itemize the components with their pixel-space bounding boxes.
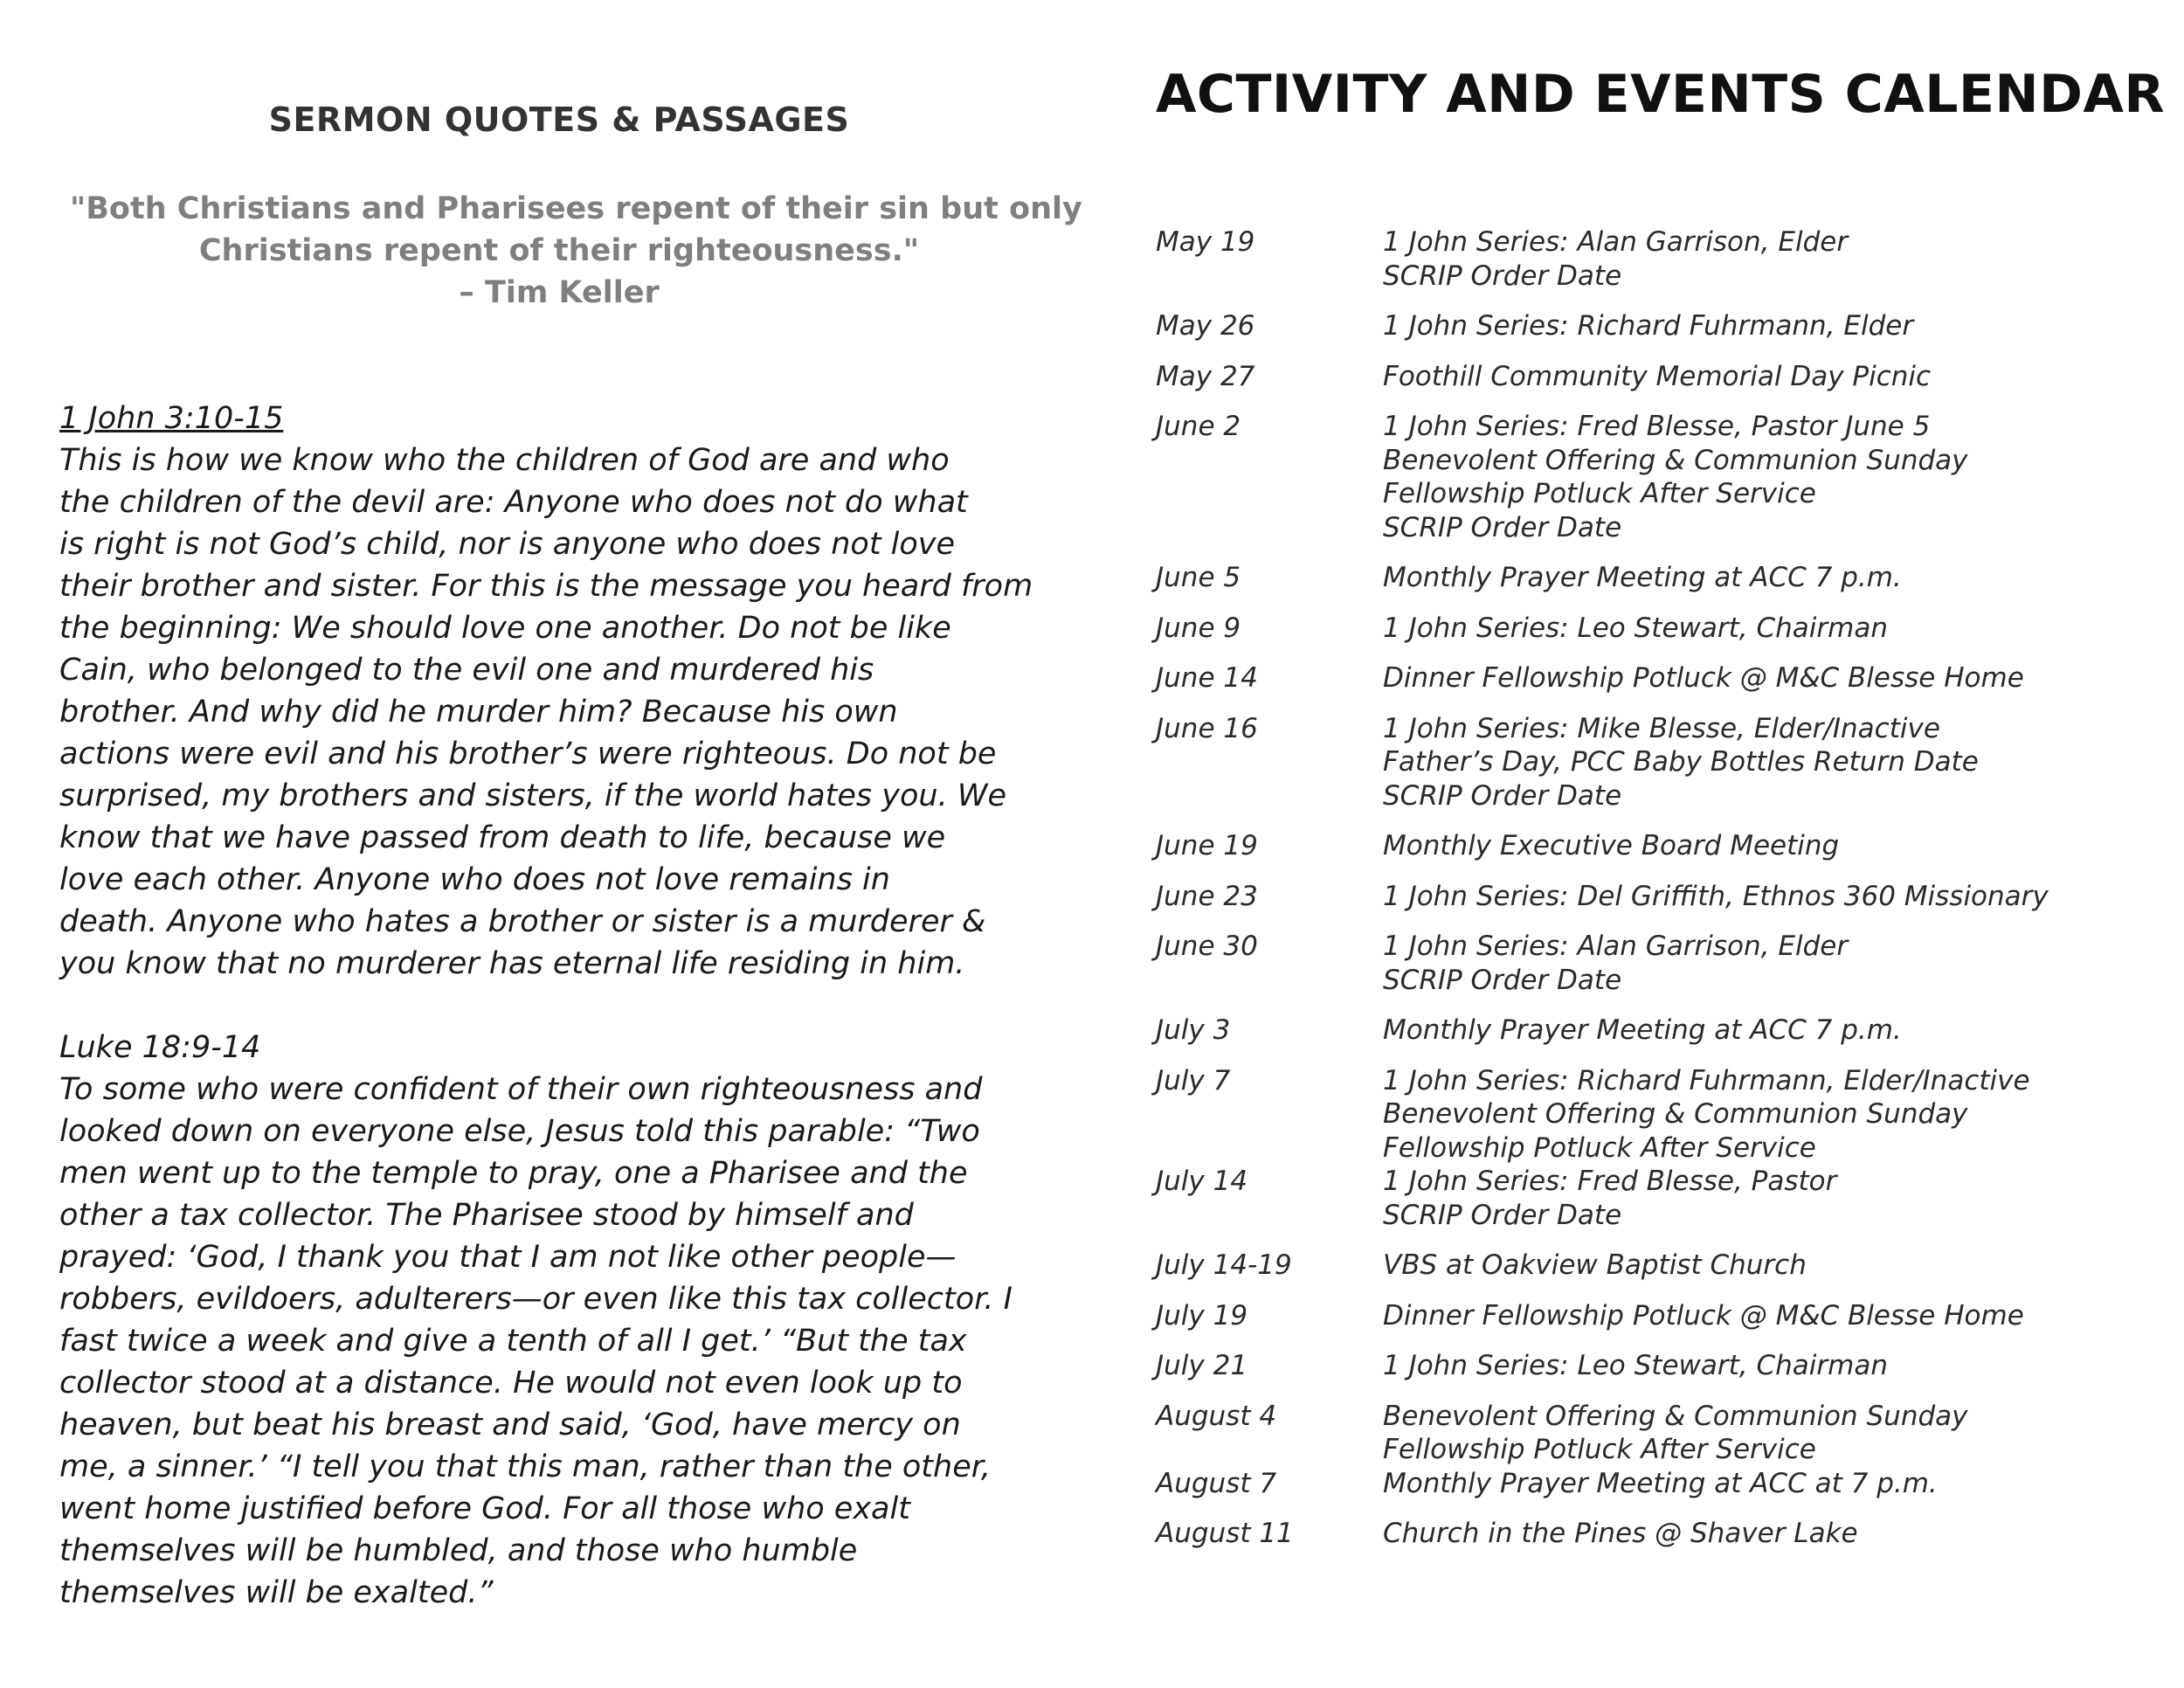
- calendar-page: [1118, 0, 2184, 1688]
- passage-line: collector stood at a distance. He would not even look up to: [59, 1366, 963, 1401]
- event-row: [1156, 1165, 2169, 1232]
- event-line: 1 John Series: Fred Blesse, Pastor June 5: [1383, 411, 1931, 442]
- event-details: [1383, 561, 2169, 595]
- quote-line: "Both Christians and Pharisees repent of their sin but only: [70, 191, 1082, 226]
- event-row: [1156, 930, 2169, 997]
- event-details: [1383, 1165, 2169, 1232]
- passage-line: other a tax collector. The Pharisee stood by himself and: [59, 1198, 914, 1233]
- passage-reference: Luke 18:9-14: [59, 1030, 261, 1065]
- event-line: VBS at Oakview Baptist Church: [1383, 1249, 1807, 1281]
- event-row: [1156, 309, 2169, 343]
- event-row: [1156, 1299, 2169, 1333]
- event-row: [1156, 712, 2169, 813]
- event-date: June 16: [1156, 712, 1258, 744]
- event-date: August 7: [1156, 1467, 1277, 1499]
- passage-line: their brother and sister. For this is the message you heard from: [59, 569, 1033, 604]
- event-details: [1383, 1467, 2169, 1501]
- events-list: [1156, 225, 2169, 1567]
- event-line: SCRIP Order Date: [1383, 259, 1622, 292]
- event-date: June 23: [1156, 880, 1258, 912]
- event-row: [1156, 1064, 2169, 1166]
- event-line: Dinner Fellowship Potluck @ M&C Blesse Home: [1383, 662, 2024, 694]
- passage-line: love each other. Anyone who does not love remains in: [59, 862, 890, 897]
- event-line: Benevolent Offering & Communion Sunday: [1383, 444, 1968, 476]
- event-details: [1383, 1064, 2169, 1166]
- passage-luke: [59, 1027, 1064, 1614]
- passage-line: looked down on everyone else, Jesus told this parable: “Two: [59, 1114, 980, 1149]
- event-row: [1156, 1249, 2169, 1283]
- passage-line: death. Anyone who hates a brother or sister is a murderer &: [59, 904, 986, 939]
- passage-line: To some who were confident of their own righteousness and: [59, 1072, 983, 1107]
- event-details: [1383, 1349, 2169, 1383]
- event-line: Benevolent Offering & Communion Sunday: [1383, 1098, 1968, 1130]
- event-date: June 30: [1156, 930, 1258, 962]
- event-line: Monthly Executive Board Meeting: [1383, 830, 1840, 861]
- event-row: [1156, 1400, 2169, 1467]
- event-details: [1383, 1249, 2169, 1283]
- passage-line: men went up to the temple to pray, one a Pharisee and the: [59, 1156, 968, 1191]
- event-line: 1 John Series: Del Griffith, Ethnos 360 Missionary: [1383, 880, 2049, 912]
- event-line: 1 John Series: Mike Blesse, Elder/Inactive: [1383, 712, 1940, 744]
- event-row: [1156, 1517, 2169, 1551]
- event-date: July 19: [1156, 1299, 1248, 1332]
- event-line: Fellowship Potluck After Service: [1383, 478, 1816, 509]
- passage-line: actions were evil and his brother’s were righteous. Do not be: [59, 737, 997, 771]
- event-date: June 5: [1156, 562, 1241, 593]
- passage-1john: [59, 398, 1064, 985]
- calendar-title: ACTIVITY AND EVENTS CALENDAR: [1156, 64, 2166, 125]
- passage-reference: 1 John 3:10-15: [59, 401, 284, 436]
- event-row: [1156, 1013, 2169, 1048]
- passage-line: you know that no murderer has eternal life residing in him.: [59, 946, 965, 981]
- event-row: [1156, 561, 2169, 595]
- event-date: August 4: [1156, 1400, 1277, 1432]
- event-line: Benevolent Offering & Communion Sunday: [1383, 1400, 1968, 1432]
- event-row: [1156, 829, 2169, 863]
- event-details: [1383, 612, 2169, 646]
- event-row: [1156, 225, 2169, 293]
- event-line: Foothill Community Memorial Day Picnic: [1383, 360, 1932, 392]
- event-details: [1383, 410, 2169, 544]
- event-line: SCRIP Order Date: [1383, 964, 1622, 996]
- sermon-heading: SERMON QUOTES & PASSAGES: [268, 100, 850, 139]
- passage-line: is right is not God’s child, nor is anyone who does not love: [59, 527, 956, 562]
- event-date: July 7: [1156, 1064, 1231, 1097]
- passage-spacer: [59, 985, 1064, 1027]
- event-line: Church in the Pines @ Shaver Lake: [1383, 1518, 1858, 1549]
- event-row: [1156, 410, 2169, 544]
- event-date: July 14-19: [1156, 1249, 1292, 1281]
- passage-line: themselves will be humbled, and those who humble: [59, 1533, 858, 1568]
- passage-line: fast twice a week and give a tenth of all I get.’ “But the tax: [59, 1324, 967, 1359]
- event-date: June 2: [1156, 411, 1241, 442]
- event-row: [1156, 1349, 2169, 1383]
- event-row: [1156, 360, 2169, 394]
- event-details: [1383, 829, 2169, 863]
- passage-line: the beginning: We should love one another. Do not be like: [59, 611, 951, 646]
- event-details: [1383, 309, 2169, 343]
- passage-line: the children of the devil are: Anyone who does not do what: [59, 485, 968, 520]
- event-date: June 9: [1156, 612, 1241, 644]
- event-details: [1383, 360, 2169, 394]
- event-details: [1383, 880, 2169, 914]
- event-line: Father’s Day, PCC Baby Bottles Return Date: [1383, 746, 1979, 778]
- event-line: Fellowship Potluck After Service: [1383, 1131, 1816, 1164]
- scripture-passages: [59, 398, 1064, 1614]
- event-line: SCRIP Order Date: [1383, 779, 1622, 812]
- passage-line: prayed: ‘God, I thank you that I am not like other people—: [59, 1240, 957, 1275]
- event-line: SCRIP Order Date: [1383, 1199, 1622, 1231]
- passage-line: surprised, my brothers and sisters, if the world hates you. We: [59, 778, 1006, 813]
- event-row: [1156, 612, 2169, 646]
- sermon-quote: [70, 188, 1082, 314]
- quote-attribution: – Tim Keller: [459, 275, 660, 310]
- event-date: August 11: [1156, 1518, 1294, 1549]
- event-date: June 14: [1156, 662, 1258, 694]
- event-line: SCRIP Order Date: [1383, 511, 1622, 543]
- event-date: May 26: [1156, 310, 1255, 342]
- event-details: [1383, 1400, 2169, 1467]
- passage-line: know that we have passed from death to life, because we: [59, 820, 946, 855]
- event-details: [1383, 712, 2169, 813]
- event-date: July 14: [1156, 1166, 1248, 1197]
- event-date: July 3: [1156, 1014, 1231, 1046]
- passage-line: robbers, evildoers, adulterers—or even like this tax collector. I: [59, 1282, 1013, 1317]
- passage-line: Cain, who belonged to the evil one and murdered his: [59, 653, 874, 688]
- event-details: [1383, 1013, 2169, 1048]
- quote-line: Christians repent of their righteousness.": [198, 233, 920, 268]
- event-details: [1383, 1517, 2169, 1551]
- event-line: 1 John Series: Leo Stewart, Chairman: [1383, 1350, 1888, 1381]
- event-line: 1 John Series: Alan Garrison, Elder: [1383, 930, 1849, 962]
- event-line: Fellowship Potluck After Service: [1383, 1434, 1816, 1465]
- event-details: [1383, 661, 2169, 695]
- passage-line: This is how we know who the children of God are and who: [59, 443, 950, 478]
- event-date: June 19: [1156, 830, 1258, 861]
- passage-line: heaven, but beat his breast and said, ‘God, have mercy on: [59, 1408, 961, 1442]
- event-date: July 21: [1156, 1350, 1248, 1381]
- event-line: 1 John Series: Richard Fuhrmann, Elder/Inactive: [1383, 1064, 2030, 1097]
- passage-line: brother. And why did he murder him? Because his own: [59, 695, 898, 730]
- event-line: Dinner Fellowship Potluck @ M&C Blesse Home: [1383, 1299, 2024, 1332]
- passage-line: me, a sinner.’ “I tell you that this man, rather than the other,: [59, 1449, 992, 1484]
- event-line: 1 John Series: Leo Stewart, Chairman: [1383, 612, 1888, 644]
- event-line: 1 John Series: Richard Fuhrmann, Elder: [1383, 310, 1914, 342]
- event-date: May 19: [1156, 226, 1255, 258]
- event-row: [1156, 880, 2169, 914]
- event-line: 1 John Series: Alan Garrison, Elder: [1383, 226, 1849, 258]
- passage-line: went home justified before God. For all those who exalt: [59, 1491, 910, 1526]
- event-line: 1 John Series: Fred Blesse, Pastor: [1383, 1166, 1837, 1197]
- event-details: [1383, 1299, 2169, 1333]
- passage-line: themselves will be exalted.”: [59, 1575, 494, 1610]
- event-line: Monthly Prayer Meeting at ACC at 7 p.m.: [1383, 1467, 1938, 1499]
- event-details: [1383, 930, 2169, 997]
- event-line: Monthly Prayer Meeting at ACC 7 p.m.: [1383, 1014, 1902, 1046]
- event-date: May 27: [1156, 360, 1255, 392]
- event-row: [1156, 1467, 2169, 1501]
- event-line: Monthly Prayer Meeting at ACC 7 p.m.: [1383, 562, 1902, 593]
- event-details: [1383, 225, 2169, 293]
- event-row: [1156, 661, 2169, 695]
